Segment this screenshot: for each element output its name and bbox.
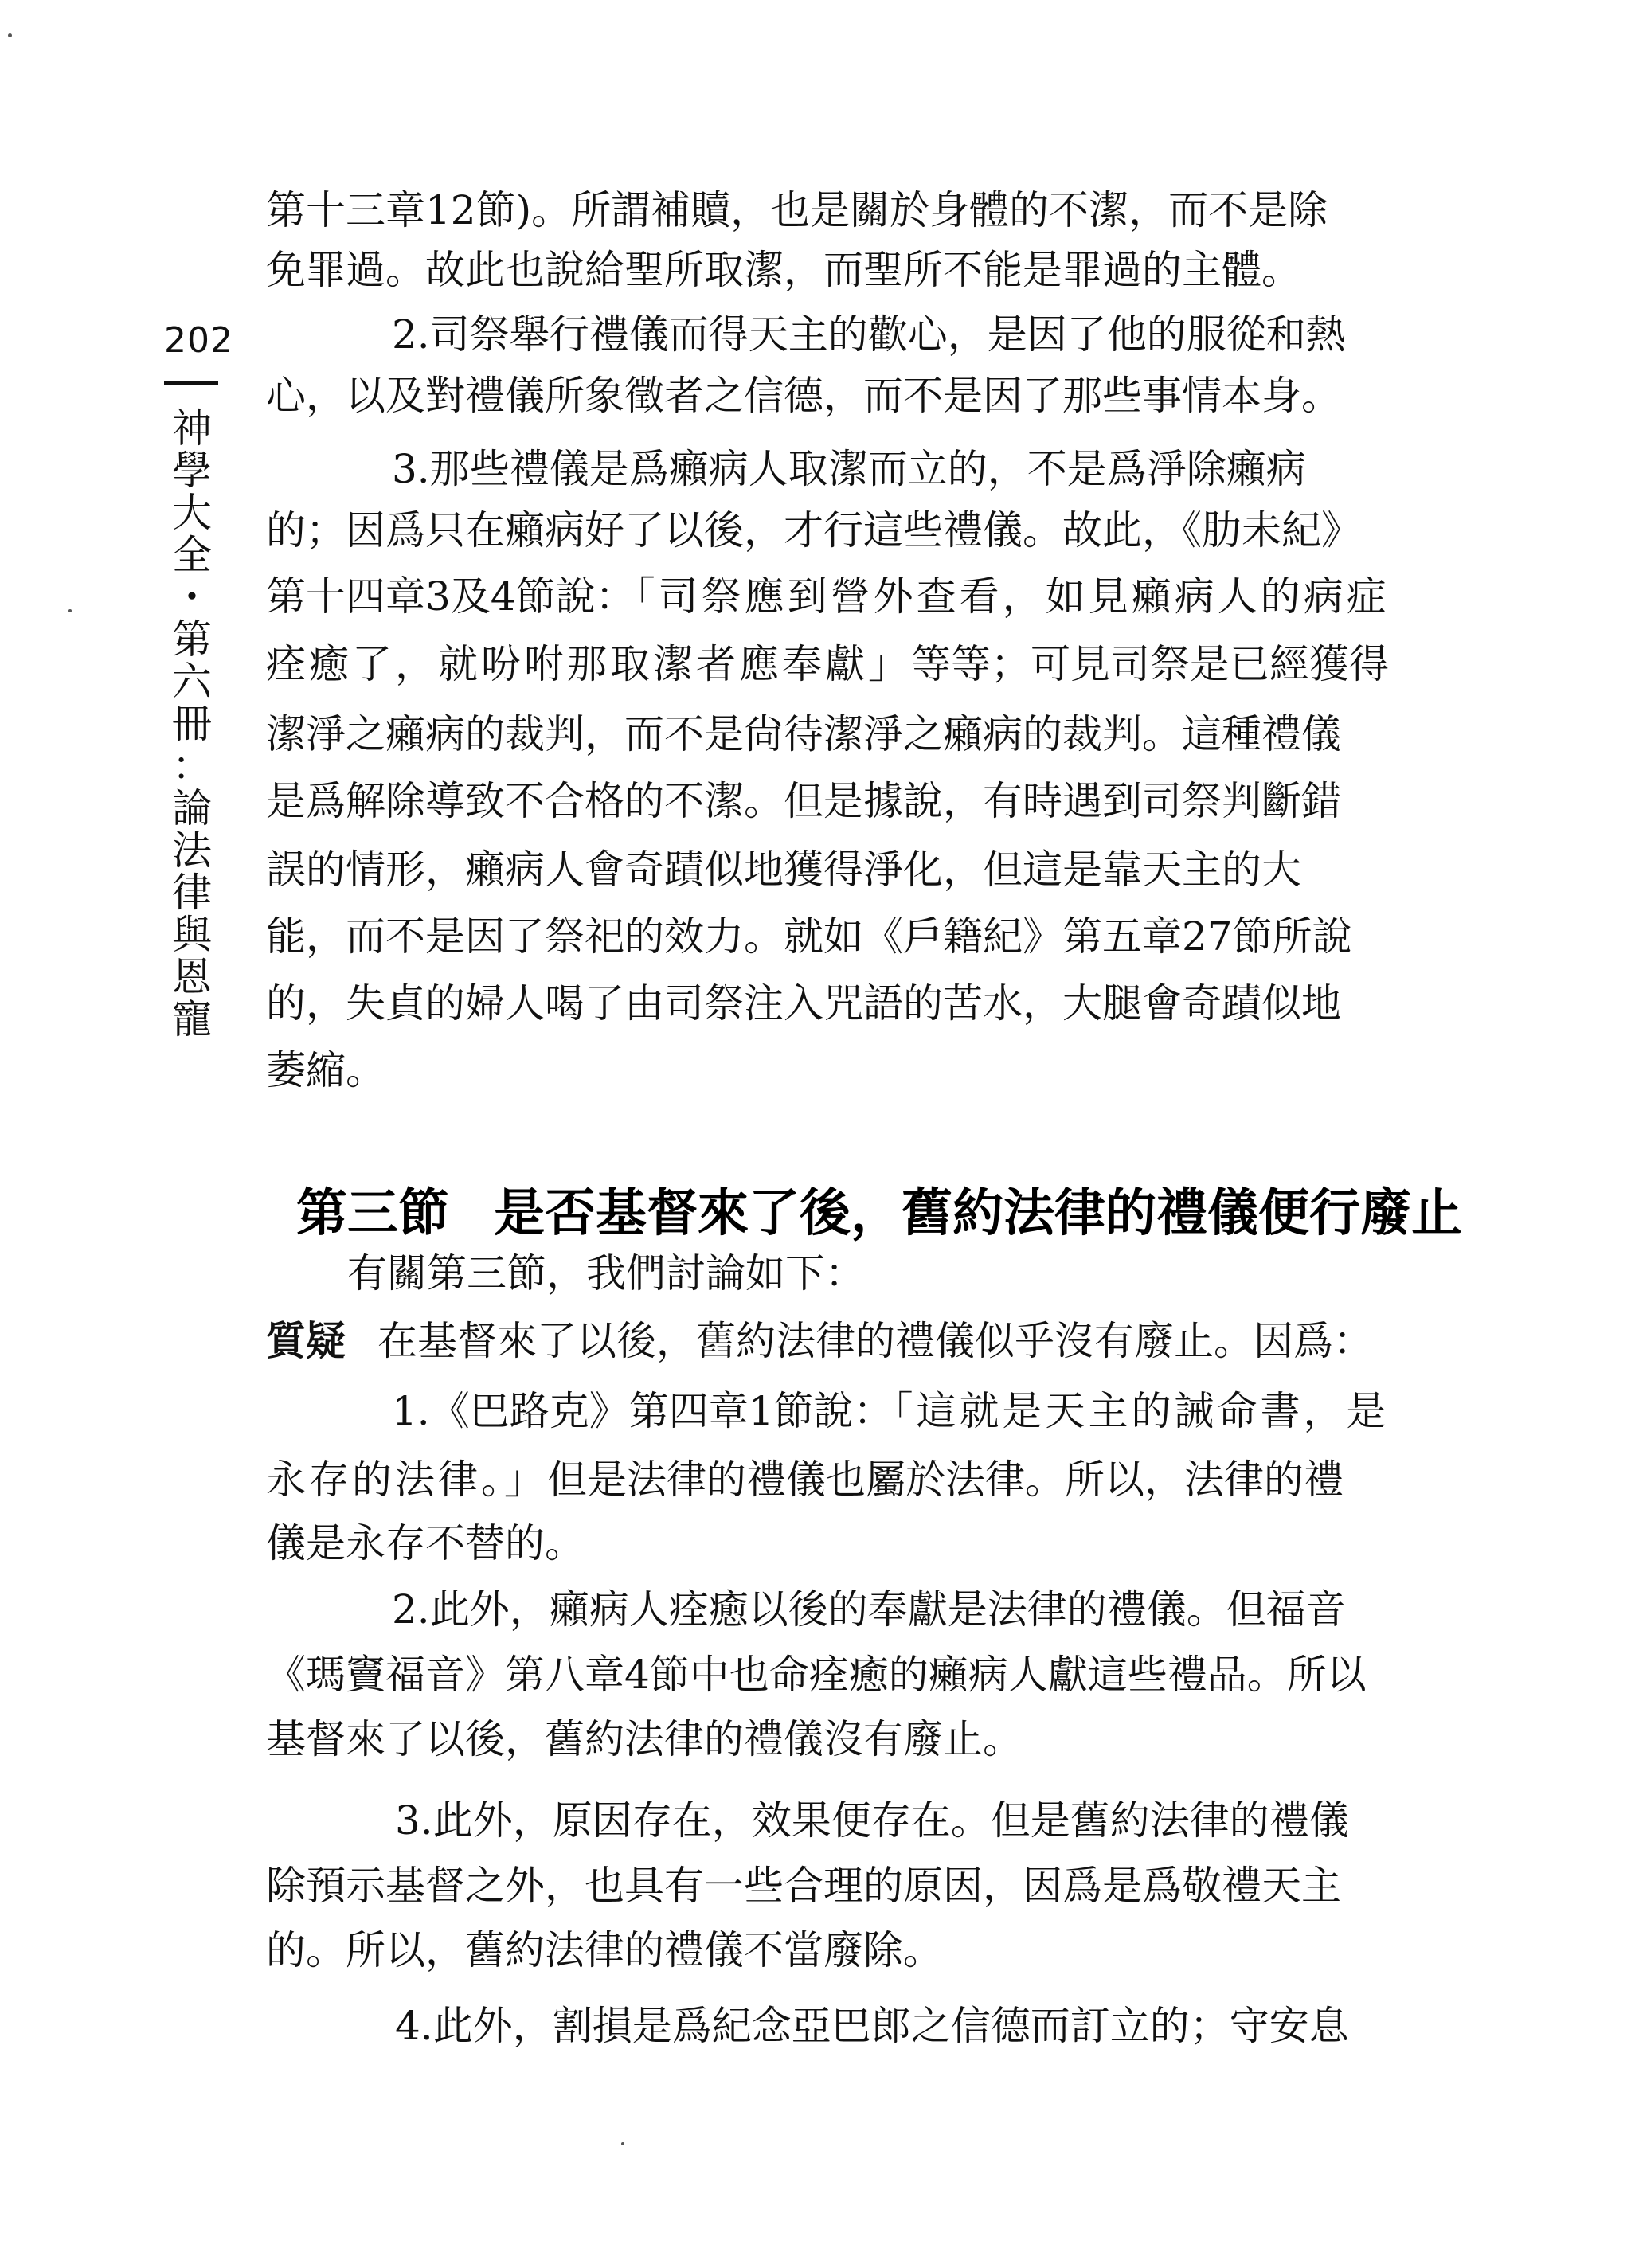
body-line: 2.司祭舉行禮儀而得天主的歡心，是因了他的服從和熱	[392, 311, 1346, 358]
running-title-char: 與	[172, 912, 212, 958]
running-title-char: 論	[172, 785, 212, 831]
running-title-char: 大	[172, 490, 212, 536]
body-text: 1.《巴路克》第四章1節說：	[392, 1388, 894, 1434]
scan-speck	[68, 609, 72, 612]
body-line: 的，失貞的婦人喝了由司祭注入咒語的苦水，大腿會奇蹟似地	[266, 980, 1341, 1026]
running-title-char: 恩	[172, 954, 212, 1000]
margin-rule	[164, 381, 218, 385]
body-line	[266, 1454, 1421, 1505]
section-title: 是否基督來了後，舊約法律的禮儀便行廢止	[494, 1183, 1462, 1243]
body-line	[266, 639, 1421, 690]
body-line: 能，而不是因了祭祀的效力。就如《戶籍紀》第五章27節所說	[266, 913, 1352, 960]
body-line: 《瑪竇福音》第八章4節中也命痊癒的癩病人獻這些禮品。所以	[266, 1652, 1367, 1698]
running-title-char: 全	[172, 532, 212, 578]
running-title-char: ：	[172, 743, 212, 789]
body-line: 基督來了以後，舊約法律的禮儀沒有廢止。	[266, 1716, 1023, 1762]
objection-intro-line	[266, 1316, 1421, 1367]
section-intro: 有關第三節，我們討論如下：	[347, 1250, 865, 1296]
body-line: 2.此外，癩病人痊癒以後的奉獻是法律的禮儀。但福音	[392, 1586, 1346, 1633]
body-line: 潔淨之癩病的裁判，而不是尙待潔淨之癩病的裁判。這種禮儀	[266, 711, 1341, 757]
body-line: 3.那些禮儀是爲癩病人取潔而立的，不是爲淨除癩病	[392, 446, 1306, 492]
body-text: 等等；可見司祭是已經獲得	[911, 641, 1389, 687]
running-title-char: 神	[172, 405, 212, 452]
page-number: 202	[164, 320, 233, 361]
running-title-char: ・	[172, 574, 212, 620]
scripture-quote: 永存的法律。」	[266, 1457, 547, 1503]
body-line: 除預示基督之外，也具有一些合理的原因，因爲是爲敬禮天主	[266, 1863, 1341, 1909]
section-heading	[296, 1172, 1462, 1245]
section-label: 第三節	[296, 1183, 449, 1243]
scripture-quote: 「司祭應到營外查看，如見癩病人的病症	[635, 573, 1390, 620]
running-title	[168, 405, 216, 1042]
scan-speck	[621, 2142, 624, 2145]
body-line: 免罪過。故此也說給聖所取潔，而聖所不能是罪過的主體。	[266, 247, 1301, 293]
objection-intro: 在基督來了以後，舊約法律的禮儀似乎沒有廢止。因爲：	[377, 1318, 1373, 1364]
scan-speck	[8, 33, 12, 37]
scripture-quote: 「這就是天主的誡命書，是	[893, 1388, 1390, 1434]
running-title-char: 律	[172, 870, 212, 916]
body-line: 儀是永存不替的。	[266, 1520, 585, 1566]
body-line: 心，以及對禮儀所象徵者之信德，而不是因了那些事情本身。	[266, 373, 1341, 419]
body-line: 4.此外，割損是爲紀念亞巴郎之信德而訂立的；守安息	[395, 2003, 1349, 2049]
body-line	[266, 571, 1421, 622]
body-line: 3.此外，原因存在，效果便存在。但是舊約法律的禮儀	[395, 1797, 1349, 1844]
running-title-char: 法	[172, 827, 212, 874]
running-title-char: 學	[172, 448, 212, 494]
body-line: 第十三章12節)。所謂補贖，也是關於身體的不潔，而不是除	[266, 187, 1328, 233]
body-line: 萎縮。	[266, 1047, 385, 1093]
body-text: 但是法律的禮儀也屬於法律。所以，法律的禮	[547, 1457, 1344, 1503]
body-line: 誤的情形，癩病人會奇蹟似地獲得淨化，但這是靠天主的大	[266, 847, 1301, 893]
body-text: 第十四章3及4節說：	[266, 573, 636, 620]
running-title-char: 寵	[172, 996, 212, 1042]
body-line: 的；因爲只在癩病好了以後，才行這些禮儀。故此，《肋未紀》	[266, 507, 1361, 553]
body-line: 的。所以，舊約法律的禮儀不當廢除。	[266, 1927, 943, 1973]
objection-label: 質疑	[266, 1318, 346, 1364]
body-line	[392, 1386, 1547, 1437]
body-line: 是爲解除導致不合格的不潔。但是據說，有時遇到司祭判斷錯	[266, 778, 1341, 824]
running-title-char: 第	[172, 616, 212, 663]
running-title-char: 冊	[172, 701, 212, 747]
scripture-quote: 痊癒了，就吩咐那取潔者應奉獻」	[266, 641, 911, 687]
running-title-char: 六	[172, 659, 212, 705]
